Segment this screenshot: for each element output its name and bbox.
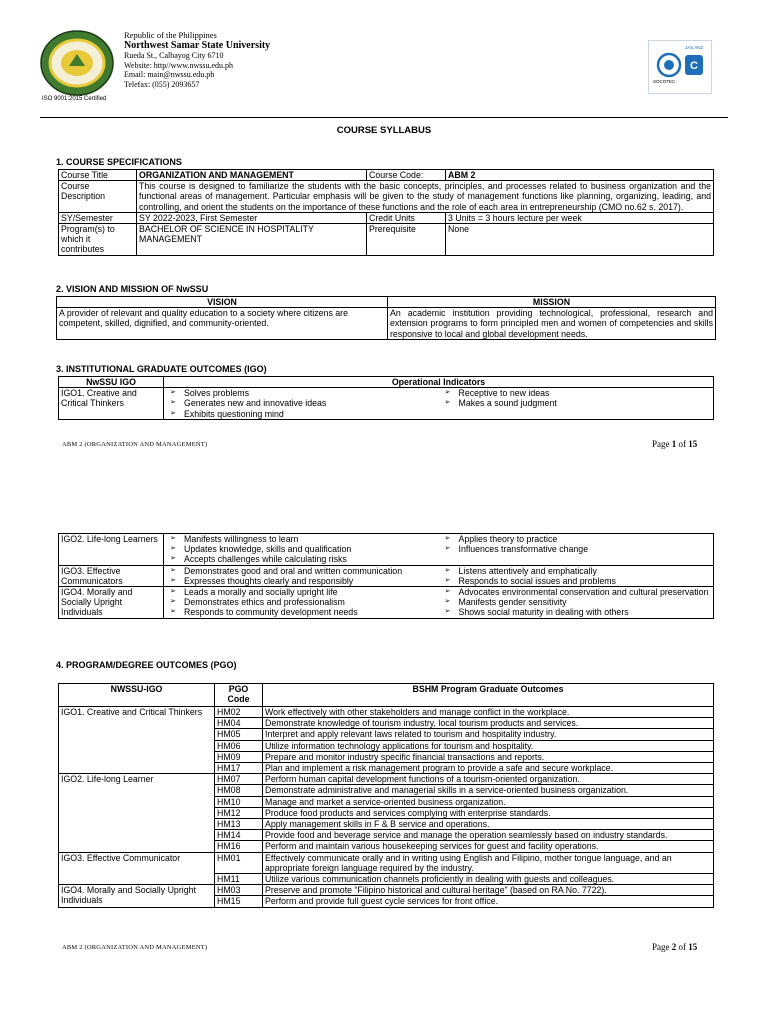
pgo-igo-cell: IGO4. Morally and Socially Upright Individuals bbox=[59, 885, 215, 907]
list-item: ➢ Listens attentively and emphatically bbox=[441, 566, 712, 576]
pgo-outcome-cell: Demonstrate knowledge of tourism industry, local tourism products and services. bbox=[263, 718, 714, 729]
list-item: ➢ Makes a sound judgment bbox=[441, 398, 712, 408]
pgo-code-cell: HM11 bbox=[215, 874, 263, 885]
telefax-line: Telefax: (055) 2093657 bbox=[124, 79, 200, 89]
pgo-outcome-cell: Utilize various communication channels proficiently in dealing with guests and colleagues. bbox=[263, 874, 714, 885]
vision-text: A provider of relevant and quality education to a society where citizens are competent, skilled, dignified, and community-oriented. bbox=[57, 308, 388, 340]
list-item: ➢ Expresses thoughts clearly and responsibly bbox=[166, 576, 437, 586]
pgo-table-body bbox=[59, 707, 714, 908]
page-of: of bbox=[676, 439, 689, 449]
pgo-outcome-cell: Prepare and monitor industry specific financial transactions and reports. bbox=[263, 751, 714, 762]
email-line: Email: main@nwssu.edu.ph bbox=[124, 70, 215, 80]
header-divider bbox=[40, 117, 728, 118]
table-row bbox=[59, 852, 714, 873]
section-pgo-heading: 4. PROGRAM/DEGREE OUTCOMES (PGO) bbox=[56, 660, 237, 670]
pgo-outcome-cell: Effectively communicate orally and in writing using English and Filipino, mother tongue language, and an appropriate foreign language required by the industry. bbox=[263, 852, 714, 873]
list-item: ➢ Responds to social issues and problems bbox=[441, 576, 712, 586]
certification-badge bbox=[648, 40, 712, 94]
page-current: 2 bbox=[671, 942, 677, 952]
page-current: 1 bbox=[671, 439, 677, 449]
igo3-name: IGO3. Effective Communicators bbox=[59, 565, 164, 586]
page-number-2 bbox=[652, 942, 697, 952]
page-label: Page bbox=[652, 942, 672, 952]
pgo-outcome-cell: Produce food products and services complying with enterprise standards. bbox=[263, 807, 714, 818]
credit-value: 3 Units = 3 hours lecture per week bbox=[446, 212, 714, 223]
pgo-code-cell: HM07 bbox=[215, 774, 263, 785]
svg-text:C: C bbox=[690, 60, 698, 72]
list-item: ➢ Solves problems bbox=[166, 388, 437, 398]
list-item: ➢ Responds to community development needs bbox=[166, 607, 437, 617]
pgo-code-cell: HM04 bbox=[215, 718, 263, 729]
course-description-value: This course is designed to familiarize the students with the basic concepts, principles, and processes related to business organization and the functional areas of management. Particular emphasis will be given to the study of management functions like planning, organizing, leading, and controlling, and orient the students on the importance of these functions and the role of each area in entrepreneurship (CMO no.62 s. 2017). bbox=[137, 181, 714, 213]
pgo-code-cell: HM17 bbox=[215, 763, 263, 774]
section-vision-mission-heading: 2. VISION AND MISSION OF NwSSU bbox=[56, 284, 209, 294]
pgo-code-cell: HM14 bbox=[215, 830, 263, 841]
list-item: ➢ Accepts challenges while calculating risks bbox=[166, 554, 437, 564]
list-item: ➢ Demonstrates ethics and professionalism bbox=[166, 597, 437, 607]
indicators-col-header: Operational Indicators bbox=[164, 377, 714, 388]
document-title: COURSE SYLLABUS bbox=[336, 125, 432, 136]
table-row bbox=[59, 885, 714, 896]
course-code-value: ABM 2 bbox=[446, 170, 714, 181]
program-label: Program(s) to which it contributes bbox=[59, 224, 137, 256]
pgo-outcome-cell: Provide food and beverage service and manage the operation seamlessly based on industry standards. bbox=[263, 830, 714, 841]
pgo-code-cell: HM15 bbox=[215, 896, 263, 907]
list-item: ➢ Manifests gender sensitivity bbox=[441, 597, 712, 607]
footer-course-page1: ABM 2 (ORGANIZATION AND MANAGEMENT) bbox=[62, 441, 208, 448]
pgo-outcome-cell: Demonstrate administrative and managerial skills in a service-oriented business organization. bbox=[263, 785, 714, 796]
list-item: ➢ Shows social maturity in dealing with others bbox=[441, 607, 712, 617]
republic-line: Republic of the Philippines bbox=[124, 30, 217, 40]
list-item: ➢ Demonstrates good and oral and written communication bbox=[166, 566, 437, 576]
university-seal-logo bbox=[40, 30, 114, 96]
pgo-outcome-cell: Apply management skills in F & B service and operations. bbox=[263, 819, 714, 830]
table-row bbox=[59, 707, 714, 718]
cert-logo-text: SOCOTEC bbox=[653, 79, 676, 84]
list-item: ➢ Advocates environmental conservation and cultural preservation bbox=[441, 587, 712, 597]
igo4-name: IGO4. Morally and Socially Upright Individuals bbox=[59, 587, 164, 619]
pgo-outcome-cell: Preserve and promote “Filipino historical and cultural heritage” (based on RA No. 7722). bbox=[263, 885, 714, 896]
list-item: ➢ Exhibits questioning mind bbox=[166, 409, 437, 419]
sy-value: SY 2022-2023, First Semester bbox=[137, 212, 367, 223]
igo-col-header: NwSSU IGO bbox=[59, 377, 164, 388]
pgo-outcome-cell: Utilize information technology applications for tourism and hospitality. bbox=[263, 740, 714, 751]
pgo-code-header: PGO Code bbox=[215, 684, 263, 707]
vision-mission-table bbox=[56, 296, 716, 340]
table-row bbox=[59, 774, 714, 785]
pgo-code-cell: HM06 bbox=[215, 740, 263, 751]
prereq-value: None bbox=[446, 224, 714, 256]
prereq-label: Prerequisite bbox=[367, 224, 446, 256]
page-label: Page bbox=[652, 439, 672, 449]
list-item: ➢ Updates knowledge, skills and qualification bbox=[166, 544, 437, 554]
pgo-outcome-cell: Perform and maintain various housekeeping services for guest and facility operations. bbox=[263, 841, 714, 852]
list-item: ➢ Influences transformative change bbox=[441, 544, 712, 554]
igo1-name: IGO1. Creative and Critical Thinkers bbox=[59, 388, 164, 420]
course-title-row bbox=[59, 170, 714, 181]
program-row bbox=[59, 224, 714, 256]
pgo-igo-header: NWSSU-IGO bbox=[59, 684, 215, 707]
pgo-outcome-cell: Plan and implement a risk management program to provide a safe and secure workplace. bbox=[263, 763, 714, 774]
pgo-igo-cell: IGO3. Effective Communicator bbox=[59, 852, 215, 885]
mission-text: An academic institution providing technological, professional, research and extension programs to form principled men and women of competencies and skills responsive to local and global development needs. bbox=[388, 308, 716, 340]
course-title-value: ORGANIZATION AND MANAGEMENT bbox=[137, 170, 367, 181]
pgo-igo-cell: IGO2. Life-long Learner bbox=[59, 774, 215, 852]
pgo-code-cell: HM16 bbox=[215, 841, 263, 852]
pgo-code-cell: HM09 bbox=[215, 751, 263, 762]
pgo-code-cell: HM12 bbox=[215, 807, 263, 818]
course-specs-table bbox=[58, 169, 714, 256]
pgo-code-cell: HM03 bbox=[215, 885, 263, 896]
pgo-outcomes-header: BSHM Program Graduate Outcomes bbox=[263, 684, 714, 707]
pgo-igo-cell: IGO1. Creative and Critical Thinkers bbox=[59, 707, 215, 774]
pgo-code-cell: HM01 bbox=[215, 852, 263, 873]
pgo-code-cell: HM13 bbox=[215, 819, 263, 830]
page-total: 15 bbox=[688, 942, 698, 952]
course-description-row bbox=[59, 181, 714, 213]
page-number-1 bbox=[652, 439, 697, 449]
pgo-outcome-cell: Manage and market a service-oriented business organization. bbox=[263, 796, 714, 807]
pgo-code-cell: HM05 bbox=[215, 729, 263, 740]
website-line: Website: http//www.nwssu.edu.ph bbox=[124, 60, 234, 70]
list-item: ➢ Applies theory to practice bbox=[441, 534, 712, 544]
pgo-code-cell: HM10 bbox=[215, 796, 263, 807]
pgo-table bbox=[58, 683, 714, 908]
section-course-specs-heading: 1. COURSE SPECIFICATIONS bbox=[56, 157, 182, 167]
vision-header: VISION bbox=[57, 297, 388, 308]
pgo-outcome-cell: Work effectively with other stakeholders and manage conflict in the workplace. bbox=[263, 707, 714, 718]
section-igo-heading: 3. INSTITUTIONAL GRADUATE OUTCOMES (IGO) bbox=[56, 364, 267, 374]
address-line: Rueda St., Calbayog City 6710 bbox=[124, 51, 224, 60]
credit-label: Credit Units bbox=[367, 212, 446, 223]
sy-row bbox=[59, 212, 714, 223]
pgo-outcome-cell: Interpret and apply relevant laws related to tourism and hospitality industry. bbox=[263, 729, 714, 740]
course-description-label: Course Description bbox=[59, 181, 137, 213]
sy-label: SY/Semester bbox=[59, 212, 137, 223]
page-total: 15 bbox=[688, 439, 698, 449]
footer-course-page2: ABM 2 (ORGANIZATION AND MANAGEMENT) bbox=[62, 944, 208, 951]
cert-badge-text: JAS ANZ bbox=[685, 45, 704, 50]
university-header bbox=[124, 30, 270, 89]
list-item: ➢ Receptive to new ideas bbox=[441, 388, 712, 398]
mission-header: MISSION bbox=[388, 297, 716, 308]
course-title-label: Course Title bbox=[59, 170, 137, 181]
igo4-row bbox=[59, 587, 714, 619]
igo-table-page2 bbox=[58, 533, 714, 619]
list-item: ➢ Generates new and innovative ideas bbox=[166, 398, 437, 408]
pgo-outcome-cell: Perform human capital development functions of a tourism-oriented organization. bbox=[263, 774, 714, 785]
pgo-outcome-cell: Perform and provide full guest cycle services for front office. bbox=[263, 896, 714, 907]
igo2-name: IGO2. Life-long Learners bbox=[59, 534, 164, 566]
university-name: Northwest Samar State University bbox=[124, 39, 271, 51]
list-item: ➢ Manifests willingness to learn bbox=[166, 534, 437, 544]
igo1-row bbox=[59, 388, 714, 420]
igo-table-page1 bbox=[58, 376, 714, 420]
pgo-code-cell: HM08 bbox=[215, 785, 263, 796]
course-code-label: Course Code: bbox=[367, 170, 446, 181]
igo3-row bbox=[59, 565, 714, 586]
program-value: BACHELOR OF SCIENCE IN HOSPITALITY MANAGEMENT bbox=[137, 224, 367, 256]
page-of: of bbox=[676, 942, 689, 952]
list-item: ➢ Leads a morally and socially upright life bbox=[166, 587, 437, 597]
pgo-code-cell: HM02 bbox=[215, 707, 263, 718]
iso-certified-label: ISO 9001:2015 Certified bbox=[42, 96, 107, 102]
igo2-row bbox=[59, 534, 714, 566]
